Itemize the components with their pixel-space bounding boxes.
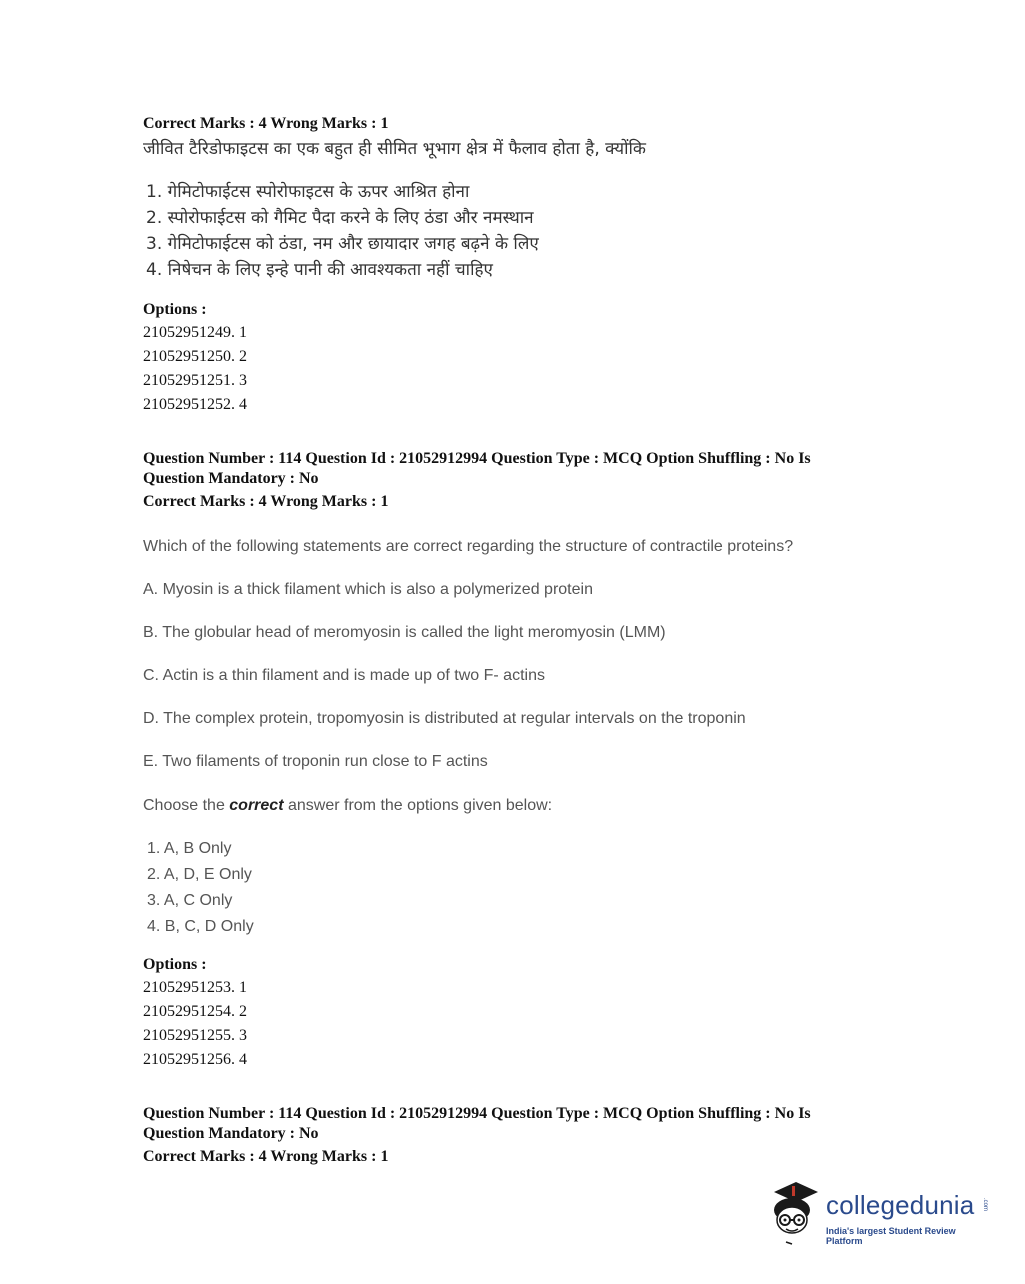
instruction-post: answer from the options given below:: [283, 797, 553, 814]
instruction: [143, 796, 552, 816]
options-label: Options :: [143, 301, 207, 318]
answer-choice: 2. A, D, E Only: [147, 866, 252, 883]
answer-choice: 3. गेमिटोफाईटस को ठंडा, नम और छायादार जगह बढ़ने के लिए: [146, 234, 539, 254]
answer-choice: 4. निषेचन के लिए इन्हे पानी की आवश्यकता नहीं चाहिए: [146, 260, 493, 280]
question-text: जीवित टैरिडोफाइटस का एक बहुत ही सीमित भूभाग क्षेत्र में फैलाव होता है, क्योंकि: [143, 139, 646, 159]
question-text: Which of the following statements are correct regarding the structure of contractile proteins?: [143, 538, 794, 555]
statement: A. Myosin is a thick filament which is also a polymerized protein: [143, 581, 593, 598]
instruction-pre: Choose the: [143, 797, 230, 814]
option-item: 21052951251. 3: [143, 372, 247, 389]
option-item: 21052951249. 1: [143, 324, 247, 341]
answer-choice: 1. A, B Only: [147, 840, 232, 857]
student-mascot-icon: [768, 1180, 824, 1248]
marks-line: Correct Marks : 4 Wrong Marks : 1: [143, 115, 389, 132]
answer-choice: 4. B, C, D Only: [147, 918, 254, 935]
statement: B. The globular head of meromyosin is called the light meromyosin (LMM): [143, 624, 666, 641]
instruction-emphasis: correct: [229, 797, 284, 814]
option-item: 21052951252. 4: [143, 396, 247, 413]
options-label: Options :: [143, 956, 207, 973]
option-item: 21052951255. 3: [143, 1027, 247, 1044]
option-item: 21052951256. 4: [143, 1051, 247, 1068]
logo-suffix: .com: [982, 1198, 988, 1212]
answer-choice: 3. A, C Only: [147, 892, 233, 909]
collegedunia-logo: [768, 1180, 993, 1248]
option-item: 21052951253. 1: [143, 979, 247, 996]
statement: C. Actin is a thin filament and is made up of two F- actins: [143, 667, 545, 684]
question-header: Question Number : 114 Question Id : 21052912994 Question Type : MCQ Option Shuffling : No Is: [143, 1105, 811, 1122]
marks-line: Correct Marks : 4 Wrong Marks : 1: [143, 1148, 389, 1165]
question-header: Question Number : 114 Question Id : 21052912994 Question Type : MCQ Option Shuffling : No Is: [143, 450, 811, 467]
logo-wordmark: collegedunia: [826, 1190, 975, 1220]
question-header: Question Mandatory : No: [143, 470, 319, 487]
statement: D. The complex protein, tropomyosin is distributed at regular intervals on the troponin: [143, 710, 746, 727]
answer-choice: 1. गेमिटोफाईटस स्पोरोफाइटस के ऊपर आश्रित होना: [146, 182, 470, 202]
logo-tagline: India's largest Student Review Platform: [826, 1226, 956, 1246]
option-item: 21052951250. 2: [143, 348, 247, 365]
option-item: 21052951254. 2: [143, 1003, 247, 1020]
marks-line: Correct Marks : 4 Wrong Marks : 1: [143, 493, 389, 510]
question-header: Question Mandatory : No: [143, 1125, 319, 1142]
answer-choice: 2. स्पोरोफाईटस को गैमिट पैदा करने के लिए ठंडा और नमस्थान: [146, 208, 534, 228]
statement: E. Two filaments of troponin run close to F actins: [143, 753, 488, 770]
